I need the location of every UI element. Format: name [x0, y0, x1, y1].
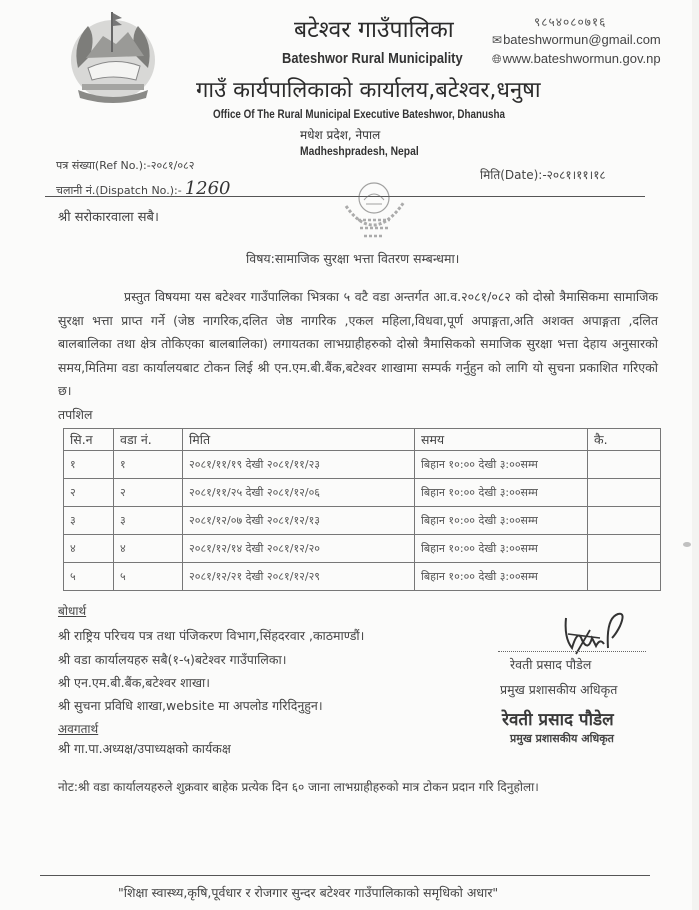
cell-serial: ४: [64, 535, 114, 563]
cell-ward: १: [114, 451, 183, 479]
ref-value: २०८१/०८२: [150, 159, 195, 172]
signatory-title: प्रमुख प्रशासकीय अधिकृत: [500, 682, 618, 697]
stamp-signatory-name: रेवती प्रसाद पौडेल: [502, 710, 614, 730]
cell-serial: २: [64, 479, 114, 507]
ref-label: पत्र संख्या(Ref No.):-: [56, 159, 151, 172]
cell-remarks: [588, 563, 661, 591]
date-value: २०८१।११।१८: [546, 168, 606, 182]
municipality-title-english: Bateshwor Rural Municipality: [282, 50, 463, 67]
letter-body: प्रस्तुत विषयमा यस बटेश्वर गाउँपालिका भित्रका ५ वटै वडा अन्तर्गत आ.व.२०८१/०८२ को दोस्रो त्रैमासिकमा सामाजिक सुरक्षा भत्ता प्राप्त गर्ने (जेष्ठ नागरिक,दलित जेष्ठ नागरिक ,एकल महिला,विधवा,पूर्ण अपाङ्गता,अति अशक्त अपाङ्गता ,दलित बालबालिका तथा क्षेत्र तोकिएका बालबालिका) लगायतका लाभग्राहीहरुको दोस्रो त्रैमासिकको समाजिक सुरक्षा भत्ता देहाय अनुसारको समय,मितिमा वडा कार्यालयबाट टोकन लिई श्री एन.एम.बी.बैंक,बटेश्वर शाखामा सम्पर्क गर्नुहुन को लागि यो सुचना प्रकाशित गरिएको छ।: [58, 289, 658, 398]
globe-icon: 🌐︎: [492, 52, 502, 66]
cell-remarks: [588, 507, 661, 535]
cell-ward: ४: [114, 535, 183, 563]
nepal-emblem-icon: [58, 8, 168, 108]
awagatartha-item: श्री गा.पा.अध्यक्ष/उपाध्यक्षको कार्यकक्ष: [58, 741, 231, 756]
table-row: [64, 535, 661, 563]
scan-speck: [683, 542, 691, 547]
date-label: मिति(Date):-: [480, 168, 547, 182]
bodhartha-item: श्री राष्ट्रिय परिचय पत्र तथा पंजिकरण विभाग,सिंहदरवार ,काठमाण्डौं।: [58, 628, 365, 643]
cell-time: बिहान १०:०० देखी ३:००सम्म: [415, 451, 588, 479]
cell-date-range: २०८१/१२/०७ देखी २०८१/१२/१३: [183, 507, 415, 535]
cell-time: बिहान १०:०० देखी ३:००सम्म: [415, 563, 588, 591]
cell-serial: ३: [64, 507, 114, 535]
bodhartha-label: बोधार्थ: [58, 604, 87, 618]
cell-serial: १: [64, 451, 114, 479]
footer-divider: [40, 875, 650, 876]
table-row: [64, 451, 661, 479]
stamp-signatory-title: प्रमुख प्रशासकीय अधिकृत: [510, 732, 614, 745]
cell-time: बिहान १०:०० देखी ३:००सम्म: [415, 535, 588, 563]
column-header-time: समय: [415, 429, 588, 451]
dispatch-label: चलानी नं.(Dispatch No.):-: [56, 184, 182, 197]
cell-date-range: २०८१/११/२५ देखी २०८१/१२/०६: [183, 479, 415, 507]
province-english: Madheshpradesh, Nepal: [300, 144, 419, 158]
table-row: [64, 563, 661, 591]
dispatch-value-handwritten: 1260: [184, 178, 231, 199]
schedule-table: [63, 428, 661, 591]
cell-date-range: २०८१/११/१९ देखी २०८१/११/२३: [183, 451, 415, 479]
cell-ward: २: [114, 479, 183, 507]
awagatartha-label: अवगतार्थ: [58, 722, 99, 736]
signature-line: [498, 651, 646, 652]
cell-time: बिहान १०:०० देखी ३:००सम्म: [415, 507, 588, 535]
municipality-title-nepali: बटेश्वर गाउँपालिका: [294, 17, 454, 43]
cell-remarks: [588, 535, 661, 563]
column-header-date: मिति: [183, 429, 415, 451]
bodhartha-item: श्री वडा कार्यालयहरु सबै(१-५)बटेश्वर गाउँपालिका।: [58, 652, 287, 667]
column-header-serial: सि.न: [64, 429, 114, 451]
cell-remarks: [588, 479, 661, 507]
reference-number: [56, 158, 194, 173]
office-seal-icon: [338, 176, 410, 248]
column-header-ward: वडा नं.: [114, 429, 183, 451]
envelope-icon: ✉: [492, 33, 503, 47]
column-header-remarks: कै.: [588, 429, 661, 451]
email-address[interactable]: bateshwormun@gmail.com: [503, 32, 661, 47]
office-title-english: Office Of The Rural Municipal Executive Bateshwor, Dhanusha: [213, 107, 505, 121]
table-row: [64, 479, 661, 507]
contact-website: [492, 51, 661, 67]
contact-phone: ९८५४०८०७१६: [534, 15, 607, 29]
page-edge-shadow: [692, 0, 699, 910]
website-link[interactable]: www.bateshwormun.gov.np: [502, 51, 661, 66]
cell-remarks: [588, 451, 661, 479]
bodhartha-item: श्री सुचना प्रविधि शाखा,website मा अपलोड गरिदिनुहुन।: [58, 698, 323, 713]
cell-time: बिहान १०:०० देखी ३:००सम्म: [415, 479, 588, 507]
table-row: [64, 507, 661, 535]
cell-date-range: २०८१/१२/२१ देखी २०८१/१२/२९: [183, 563, 415, 591]
cell-ward: ३: [114, 507, 183, 535]
signatory-name: रेवती प्रसाद पौडेल: [510, 657, 592, 672]
province-nepali: मधेश प्रदेश, नेपाल: [300, 128, 381, 142]
bodhartha-item: श्री एन.एम.बी.बैंक,बटेश्वर शाखा।: [58, 675, 211, 690]
cell-serial: ५: [64, 563, 114, 591]
table-header-row: [64, 429, 661, 451]
note-text: नोट:श्री वडा कार्यालयहरुले शुक्रवार बाहेक प्रत्येक दिन ६० जाना लाभग्राहीहरुको मात्र टोकन प्रदान गरि दिनुहोला।: [58, 780, 539, 794]
contact-email: [492, 32, 661, 47]
cell-date-range: २०८१/१२/१४ देखी २०८१/१२/२०: [183, 535, 415, 563]
office-title-nepali: गाउँ कार्यपालिकाको कार्यालय,बटेश्वर,धनुषा: [196, 78, 541, 103]
footer-motto: "शिक्षा स्वास्थ्य,कृषि,पूर्वधार र रोजगार सुन्दर बटेश्वर गाउँपालिकाको समृधिको अधार": [118, 885, 499, 900]
letter-date: [480, 166, 606, 183]
salutation: श्री सरोकारवाला सबै।: [58, 210, 159, 225]
schedule-caption: तपशिल: [58, 407, 93, 422]
cell-ward: ५: [114, 563, 183, 591]
subject-line: विषय:सामाजिक सुरक्षा भत्ता वितरण सम्बन्धमा।: [246, 251, 460, 266]
